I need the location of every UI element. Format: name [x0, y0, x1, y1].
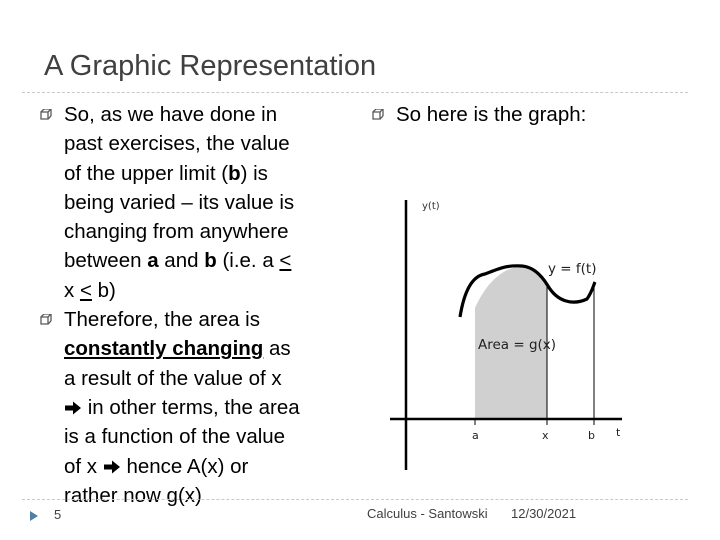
footer-date: 12/30/2021: [511, 506, 577, 521]
bullet-1-line-2: past exercises, the value: [64, 132, 290, 156]
page-marker-icon: [28, 510, 40, 522]
bullet-1-line-5: changing from anywhere: [64, 220, 289, 244]
bullet-1-line-4: being varied – its value is: [64, 190, 295, 214]
bullet-marker-icon: [40, 109, 52, 121]
text-run: x: [64, 278, 80, 302]
footer-course: Calculus - Santowski: [367, 506, 488, 521]
right-text-column: [372, 100, 692, 129]
right-bullet-text: So here is the graph:: [396, 103, 587, 126]
right-arrow-icon: [103, 460, 121, 474]
less-equal-symbol: <: [279, 249, 292, 273]
bullet-2-line-1: Therefore, the area is: [64, 308, 260, 332]
right-arrow-icon: [64, 401, 82, 415]
bullet-2-line-4: [64, 393, 350, 422]
bullet-1-line-6: [64, 246, 350, 275]
text-run: between: [64, 249, 148, 273]
bullet-1-line-3: [64, 159, 350, 188]
text-run: ) is: [240, 161, 268, 185]
text-run: as: [263, 337, 291, 361]
bullet-2-line-7: rather now g(x): [64, 483, 202, 507]
area-label: Area = g(x): [478, 337, 557, 353]
bullet-1: [40, 100, 350, 305]
bullet-marker-icon: [40, 314, 52, 326]
tick-label-b: b: [588, 429, 595, 442]
emphasis-constantly-changing: constantly changing: [64, 337, 264, 361]
text-run: b): [91, 278, 116, 302]
bullet-2-line-6: [64, 452, 350, 481]
text-run: of x: [64, 454, 103, 478]
bullet-2: [40, 305, 350, 510]
page-number: [28, 507, 68, 523]
top-divider: [22, 92, 688, 93]
page-number-text: 5: [54, 507, 62, 522]
y-axis-label: y(t): [422, 201, 440, 212]
area-function-graph: [382, 186, 632, 476]
t-axis-label: t: [616, 426, 621, 439]
tick-label-a: a: [472, 429, 479, 442]
text-run: hence A(x) or: [120, 454, 249, 478]
bullet-2-line-5: is a function of the value: [64, 425, 286, 449]
bullet-2-line-2: [64, 334, 350, 363]
var-a: a: [147, 249, 159, 273]
text-run: in other terms, the area: [82, 395, 300, 419]
less-equal-symbol: <: [79, 278, 92, 302]
curve-label: y = f(t): [548, 261, 597, 277]
left-text-column: [40, 100, 350, 510]
upper-limit-b: b: [228, 161, 241, 185]
text-run: of the upper limit (: [64, 161, 229, 185]
text-run: and: [158, 249, 205, 273]
right-bullet: [372, 100, 692, 129]
bullet-1-line-7: [64, 276, 350, 305]
text-run: (i.e. a: [216, 249, 280, 273]
tick-label-x: x: [542, 429, 549, 442]
bullet-2-line-3: a result of the value of x: [64, 366, 282, 390]
bottom-divider: [22, 499, 688, 500]
bullet-marker-icon: [372, 109, 384, 121]
var-b: b: [204, 249, 217, 273]
slide-title: A Graphic Representation: [44, 50, 377, 82]
bullet-1-line-1: So, as we have done in: [64, 103, 278, 126]
